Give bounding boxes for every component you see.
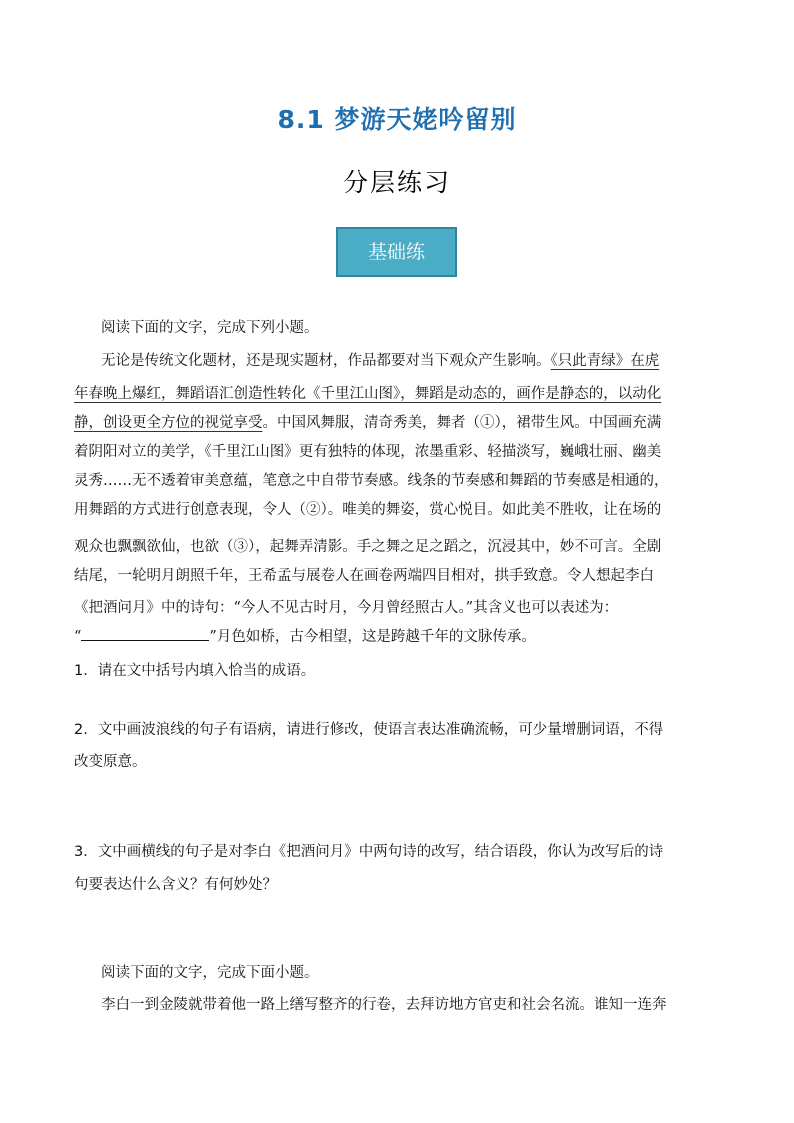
question-2-line-2: 改变原意。: [74, 754, 147, 770]
passage1-line-4: 着阴阳对立的美学，《千里江山图》更有独特的体现，浓墨重彩、轻描淡写，巍峨壮丽、幽美: [74, 444, 662, 460]
question-1: 1．请在文中括号内填入恰当的成语。: [74, 663, 316, 679]
passage1-line-1a: 无论是传统文化题材，还是现实题材，作品都要对当下观众产生影响。: [101, 353, 551, 369]
page-subtitle: 分层练习: [342, 168, 451, 197]
passage2-instruction: 阅读下面的文字，完成下面小题。: [101, 965, 319, 981]
page-title: 8.1 梦游天姥吟留别: [277, 105, 517, 134]
underlined-sentence-continued: 年春晚上爆红，舞蹈语汇创造性转化《千里江山图》，舞蹈是动态的，画作是静态的，以动化: [74, 386, 662, 402]
passage2-line-1: 李白一到金陵就带着他一路上缮写整齐的行卷，去拜访地方官吏和社会名流。谁知一连奔: [101, 997, 667, 1013]
open-quote: “: [74, 629, 82, 645]
passage1-line-2: [74, 384, 661, 404]
passage1-line-3: [74, 413, 661, 433]
passage1-line-6: 用舞蹈的方式进行创意表现，令人（②）。唯美的舞姿，赏心悦目。如此美不胜收，让在场的: [74, 502, 662, 518]
passage1-line-5: 灵秀……无不透着审美意蕴，笔意之中自带节奏感。线条的节奏感和舞蹈的节奏感是相通的，: [74, 473, 669, 489]
passage1-line-1: [101, 351, 659, 371]
answer-blank[interactable]: [81, 628, 209, 641]
section-badge: 基础练: [336, 227, 457, 277]
passage1-line-9: 《把酒问月》中的诗句：“今人不见古时月，今月曾经照古人。”其含义也可以表述为：: [74, 600, 619, 616]
underlined-sentence-end: 静，创设更全方位的视觉享受: [74, 415, 263, 431]
passage1-instruction: 阅读下面的文字，完成下列小题。: [101, 320, 319, 336]
passage1-line-3b: 。中国风舞服，清奇秀美，舞者（①），裙带生风。中国画充满: [262, 415, 662, 431]
passage1-line-7: 观众也飘飘欲仙，也欲（③），起舞弄清影。手之舞之足之蹈之，沉浸其中，妙不可言。全剧: [74, 539, 662, 555]
underlined-sentence-start: 《只此青绿》在虎: [550, 353, 660, 369]
passage1-line-10: [74, 627, 536, 647]
question-3-line-1: 3．文中画横线的句子是对李白《把酒问月》中两句诗的改写，结合语段，你认为改写后的诗: [74, 844, 664, 860]
passage1-line-10-rest: ”月色如桥，古今相望，这是跨越千年的文脉传承。: [209, 629, 536, 645]
question-2-line-1: 2．文中画波浪线的句子有语病，请进行修改，使语言表达准确流畅，可少量增删词语，不得: [74, 722, 664, 738]
question-3-line-2: 句要表达什么含义？有何妙处？: [74, 877, 277, 893]
passage1-line-8: 结尾，一轮明月朗照千年，王希孟与展卷人在画卷两端四目相对，拱手致意。令人想起李白: [74, 568, 654, 584]
